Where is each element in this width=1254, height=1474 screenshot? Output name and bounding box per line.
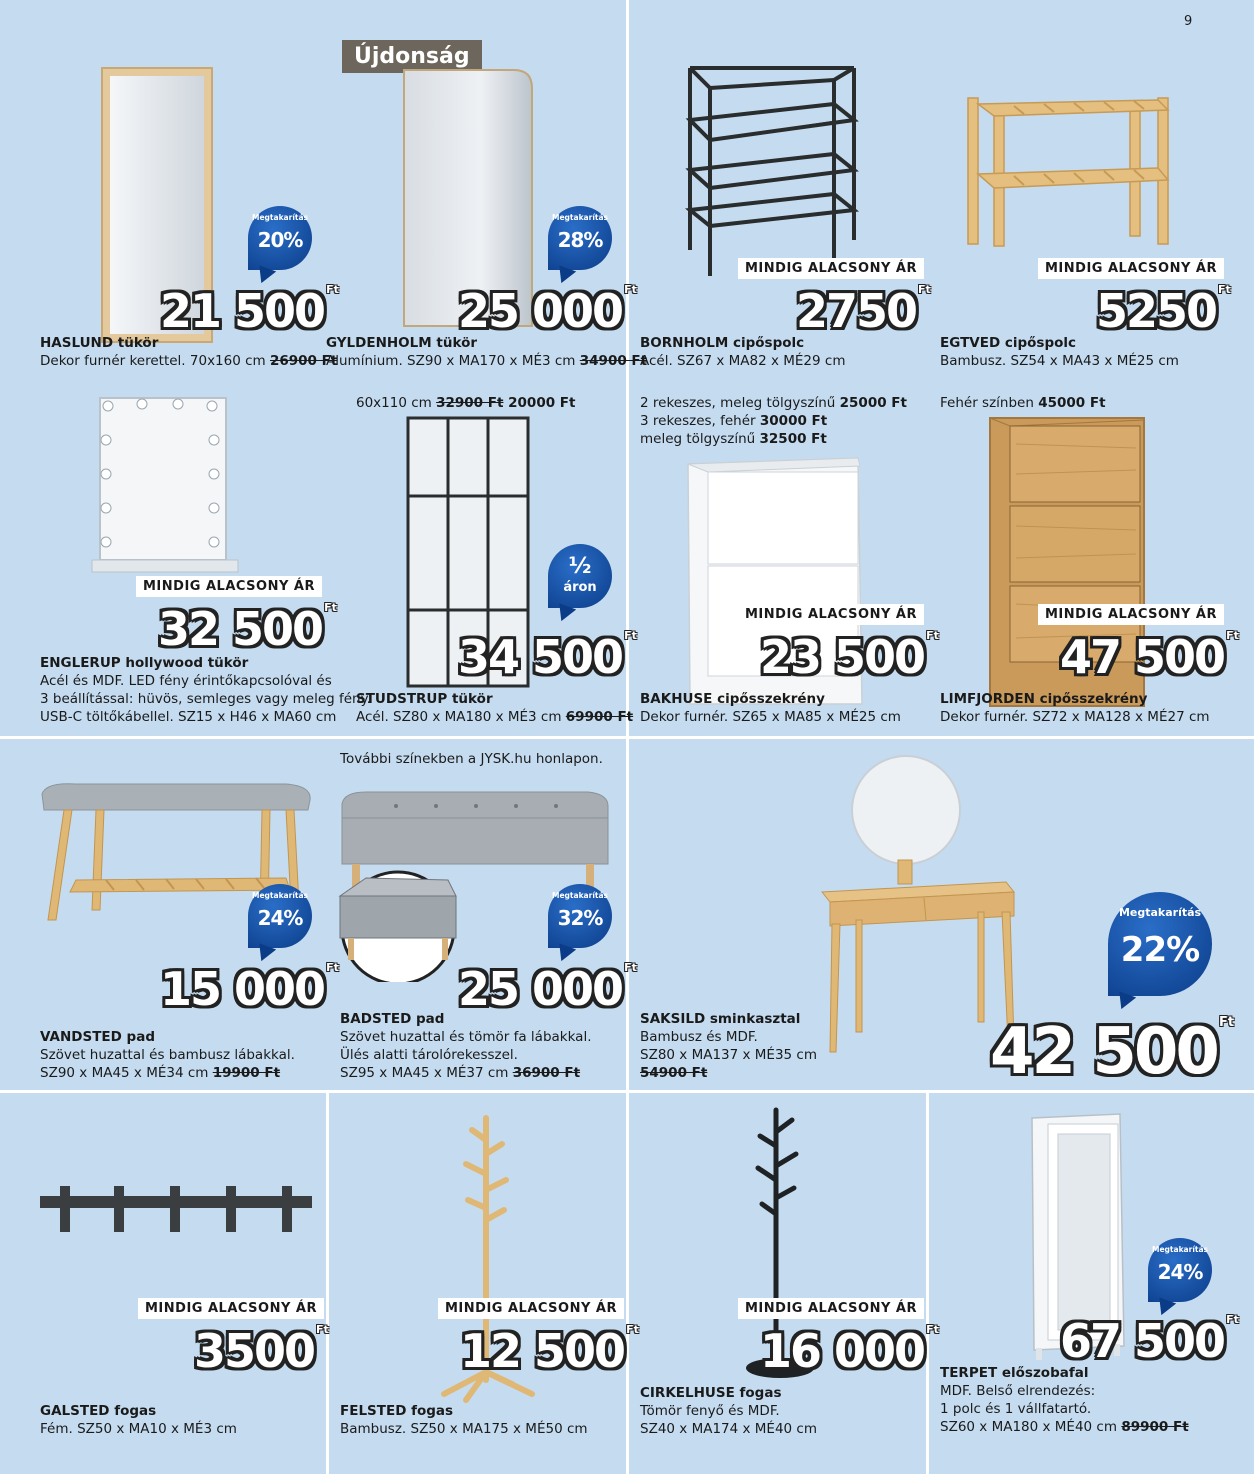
egtved-shelf-image: [964, 94, 1172, 248]
always-low-price-label: MINDIG ALACSONY ÁR: [738, 258, 924, 279]
price: 21 500 $^{Ft}$: [160, 283, 339, 338]
new-tag: Újdonság: [342, 40, 482, 73]
price: 23 500 $^{Ft}$: [760, 629, 939, 684]
product-info: SAKSILD sminkasztal Bambusz és MDF. SZ80 x MA137 x MÉ35 cm 54900 Ft: [640, 1011, 818, 1081]
product-info: VANDSTED pad Szövet huzattal és bambusz lábakkal. SZ90 x MA45 x MÉ34 cm 19900 Ft: [40, 1029, 295, 1081]
savings-badge: Megtakarítás 20%: [248, 206, 312, 270]
price: 47 500 $^{Ft}$: [1060, 629, 1239, 684]
product-info: GALSTED fogas Fém. SZ50 x MA10 x MÉ3 cm: [40, 1403, 237, 1437]
product-info: STUDSTRUP tükör Acél. SZ80 x MA180 x MÉ3 cm 69900 Ft: [356, 691, 634, 725]
always-low-price-label: MINDIG ALACSONY ÁR: [738, 604, 924, 625]
always-low-price-label: MINDIG ALACSONY ÁR: [1038, 604, 1224, 625]
product-info: TERPET előszobafal MDF. Belső elrendezés: 1 polc és 1 vállfatartó. SZ60 x MA180 x MÉ40 cm 89900 Ft: [940, 1365, 1189, 1435]
always-low-price-label: MINDIG ALACSONY ÁR: [1038, 258, 1224, 279]
divider: [0, 1090, 1254, 1093]
product-info: BORNHOLM cipőspolc Acél. SZ67 x MA82 x MÉ29 cm: [640, 335, 846, 369]
price: 32 500 $^{Ft}$: [158, 601, 337, 656]
price: 5250 $^{Ft}$: [1096, 283, 1231, 338]
always-low-price-label: MINDIG ALACSONY ÁR: [136, 576, 322, 597]
product-info: GYLDENHOLM tükör Alumínium. SZ90 x MA170 x MÉ3 cm 34900 Ft: [326, 335, 648, 369]
price: 16 000 $^{Ft}$: [760, 1323, 939, 1378]
galsted-hook-rack-image: [38, 1184, 314, 1236]
price: 25 000 $^{Ft}$: [458, 283, 637, 338]
product-info: FELSTED fogas Bambusz. SZ50 x MA175 x MÉ50 cm: [340, 1403, 588, 1437]
divider: [326, 1090, 329, 1474]
savings-badge: Megtakarítás 32%: [548, 884, 612, 948]
half-price-badge: ½ áron: [548, 544, 612, 608]
product-info: HASLUND tükör Dekor furnér kerettel. 70x160 cm 26900 Ft: [40, 335, 338, 369]
variant-notes: 2 rekeszes, meleg tölgyszínű 25000 Ft 3 rekeszes, fehér 30000 Ft meleg tölgyszínű 32500 Ft: [640, 395, 907, 447]
always-low-price-label: MINDIG ALACSONY ÁR: [438, 1298, 624, 1319]
more-colors-note: További színekben a JYSK.hu honlapon.: [340, 751, 603, 767]
divider: [926, 1090, 929, 1474]
bornholm-shelf-image: [684, 60, 866, 282]
price: 15 000 $^{Ft}$: [160, 961, 339, 1016]
product-info: ENGLERUP hollywood tükör Acél és MDF. LED fény érintőkapcsolóval és 3 beállítással: hüvös, semleges vagy meleg fény. USB-C töltőkábellel. SZ15 x H46 x MA60 cm: [40, 655, 371, 725]
variant-note: Fehér színben 45000 Ft: [940, 395, 1106, 411]
price: 67 500 $^{Ft}$: [1060, 1313, 1239, 1368]
price: 34 500 $^{Ft}$: [458, 629, 637, 684]
always-low-price-label: MINDIG ALACSONY ÁR: [138, 1298, 324, 1319]
price: 3500 $^{Ft}$: [194, 1323, 329, 1378]
product-info: LIMFJORDEN cipősszekrény Dekor furnér. SZ72 x MA128 x MÉ27 cm: [940, 691, 1210, 725]
product-info: EGTVED cipőspolc Bambusz. SZ54 x MA43 x MÉ25 cm: [940, 335, 1179, 369]
divider: [0, 736, 1254, 739]
product-info: BADSTED pad Szövet huzattal és tömör fa lábakkal. Ülés alatti tárolórekesszel. SZ95 x MA45 x MÉ37 cm 36900 Ft: [340, 1011, 592, 1081]
savings-badge: Megtakarítás 24%: [248, 884, 312, 948]
savings-badge: Megtakarítás 28%: [548, 206, 612, 270]
size-variant-note: 60x110 cm 32900 Ft 20000 Ft: [356, 395, 576, 411]
always-low-price-label: MINDIG ALACSONY ÁR: [738, 1298, 924, 1319]
page-number: 9: [1184, 14, 1193, 29]
savings-badge: Megtakarítás 24%: [1148, 1238, 1212, 1302]
price: 42 500 $^{Ft}$: [990, 1015, 1235, 1089]
price: 12 500 $^{Ft}$: [460, 1323, 639, 1378]
product-info: CIRKELHUSE fogas Tömör fenyő és MDF. SZ40 x MA174 x MÉ40 cm: [640, 1385, 818, 1437]
product-info: BAKHUSE cipősszekrény Dekor furnér. SZ65 x MA85 x MÉ25 cm: [640, 691, 901, 725]
savings-badge: Megtakarítás 22%: [1108, 892, 1212, 996]
price: 25 000 $^{Ft}$: [458, 961, 637, 1016]
price: 2750 $^{Ft}$: [796, 283, 931, 338]
englerup-mirror-image: [90, 394, 246, 576]
